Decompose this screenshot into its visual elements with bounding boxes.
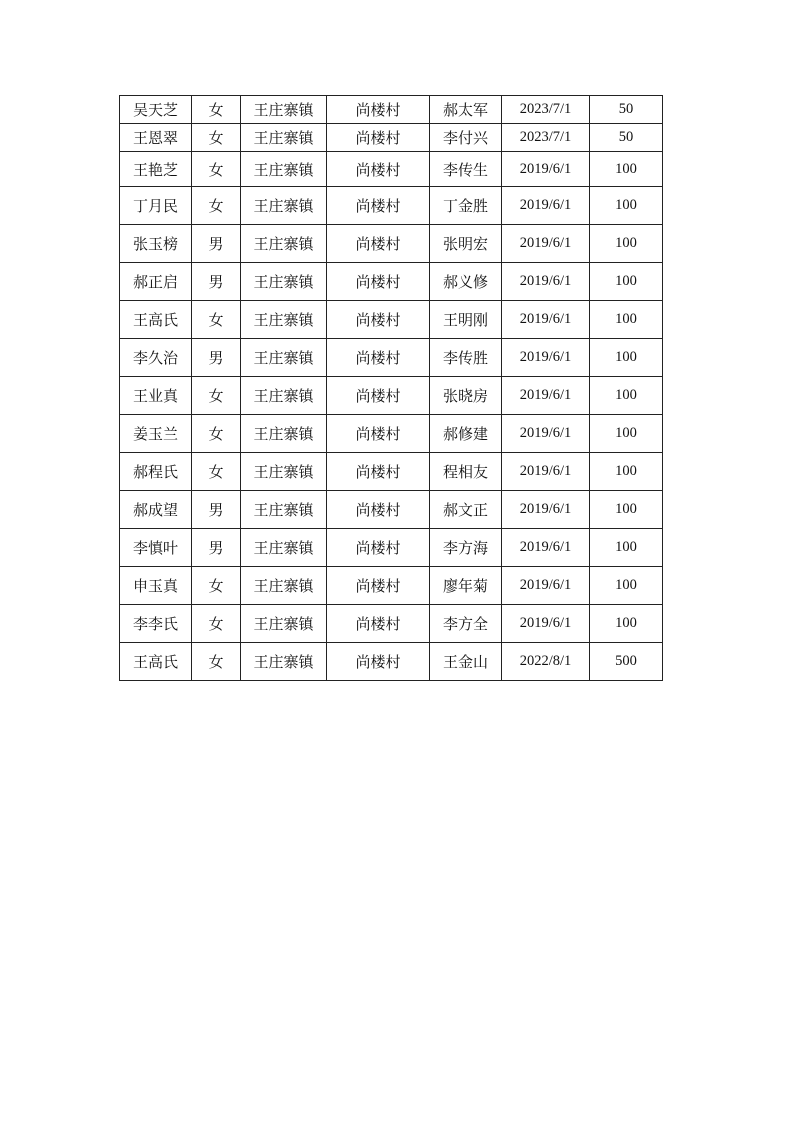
relative-cell: 郝文正 <box>430 491 502 529</box>
village-cell: 尚楼村 <box>327 377 430 415</box>
date-cell: 2019/6/1 <box>502 339 590 377</box>
date-cell: 2019/6/1 <box>502 225 590 263</box>
table-row <box>120 152 663 187</box>
town-cell: 王庄寨镇 <box>241 301 327 339</box>
village-cell: 尚楼村 <box>327 225 430 263</box>
gender-cell: 女 <box>192 187 241 225</box>
town-cell: 王庄寨镇 <box>241 377 327 415</box>
date-cell: 2019/6/1 <box>502 491 590 529</box>
town-cell: 王庄寨镇 <box>241 529 327 567</box>
gender-cell: 女 <box>192 96 241 124</box>
name-cell: 王高氏 <box>120 301 192 339</box>
town-cell: 王庄寨镇 <box>241 567 327 605</box>
name-cell: 吴天芝 <box>120 96 192 124</box>
village-cell: 尚楼村 <box>327 301 430 339</box>
amount-cell: 500 <box>590 643 663 681</box>
relative-cell: 程相友 <box>430 453 502 491</box>
name-cell: 李久治 <box>120 339 192 377</box>
relative-cell: 李方全 <box>430 605 502 643</box>
amount-cell: 100 <box>590 491 663 529</box>
table-row <box>120 301 663 339</box>
amount-cell: 100 <box>590 605 663 643</box>
name-cell: 郝成望 <box>120 491 192 529</box>
town-cell: 王庄寨镇 <box>241 453 327 491</box>
name-cell: 李慎叶 <box>120 529 192 567</box>
gender-cell: 女 <box>192 377 241 415</box>
town-cell: 王庄寨镇 <box>241 96 327 124</box>
town-cell: 王庄寨镇 <box>241 605 327 643</box>
village-cell: 尚楼村 <box>327 152 430 187</box>
name-cell: 张玉榜 <box>120 225 192 263</box>
gender-cell: 男 <box>192 263 241 301</box>
date-cell: 2023/7/1 <box>502 96 590 124</box>
village-cell: 尚楼村 <box>327 263 430 301</box>
table-row <box>120 643 663 681</box>
amount-cell: 100 <box>590 225 663 263</box>
name-cell: 姜玉兰 <box>120 415 192 453</box>
relative-cell: 王明刚 <box>430 301 502 339</box>
gender-cell: 女 <box>192 453 241 491</box>
amount-cell: 100 <box>590 263 663 301</box>
amount-cell: 100 <box>590 453 663 491</box>
name-cell: 郝程氏 <box>120 453 192 491</box>
table-row <box>120 187 663 225</box>
village-cell: 尚楼村 <box>327 339 430 377</box>
date-cell: 2019/6/1 <box>502 152 590 187</box>
relative-cell: 郝义修 <box>430 263 502 301</box>
roster-table-body <box>120 96 663 681</box>
town-cell: 王庄寨镇 <box>241 225 327 263</box>
name-cell: 王高氏 <box>120 643 192 681</box>
village-cell: 尚楼村 <box>327 415 430 453</box>
date-cell: 2019/6/1 <box>502 453 590 491</box>
gender-cell: 男 <box>192 225 241 263</box>
name-cell: 丁月民 <box>120 187 192 225</box>
village-cell: 尚楼村 <box>327 643 430 681</box>
relative-cell: 李付兴 <box>430 124 502 152</box>
date-cell: 2019/6/1 <box>502 567 590 605</box>
town-cell: 王庄寨镇 <box>241 415 327 453</box>
village-cell: 尚楼村 <box>327 491 430 529</box>
date-cell: 2019/6/1 <box>502 529 590 567</box>
name-cell: 申玉真 <box>120 567 192 605</box>
roster-table <box>119 95 663 681</box>
town-cell: 王庄寨镇 <box>241 124 327 152</box>
table-row <box>120 453 663 491</box>
town-cell: 王庄寨镇 <box>241 152 327 187</box>
town-cell: 王庄寨镇 <box>241 187 327 225</box>
town-cell: 王庄寨镇 <box>241 491 327 529</box>
relative-cell: 丁金胜 <box>430 187 502 225</box>
village-cell: 尚楼村 <box>327 567 430 605</box>
amount-cell: 100 <box>590 377 663 415</box>
amount-cell: 100 <box>590 301 663 339</box>
gender-cell: 女 <box>192 643 241 681</box>
relative-cell: 李传生 <box>430 152 502 187</box>
gender-cell: 男 <box>192 529 241 567</box>
date-cell: 2023/7/1 <box>502 124 590 152</box>
name-cell: 王恩翠 <box>120 124 192 152</box>
town-cell: 王庄寨镇 <box>241 339 327 377</box>
name-cell: 王艳芝 <box>120 152 192 187</box>
village-cell: 尚楼村 <box>327 453 430 491</box>
gender-cell: 女 <box>192 152 241 187</box>
village-cell: 尚楼村 <box>327 187 430 225</box>
amount-cell: 50 <box>590 124 663 152</box>
amount-cell: 50 <box>590 96 663 124</box>
gender-cell: 女 <box>192 124 241 152</box>
relative-cell: 李传胜 <box>430 339 502 377</box>
relative-cell: 李方海 <box>430 529 502 567</box>
gender-cell: 男 <box>192 339 241 377</box>
amount-cell: 100 <box>590 152 663 187</box>
table-row <box>120 415 663 453</box>
date-cell: 2019/6/1 <box>502 263 590 301</box>
name-cell: 王业真 <box>120 377 192 415</box>
amount-cell: 100 <box>590 187 663 225</box>
village-cell: 尚楼村 <box>327 605 430 643</box>
amount-cell: 100 <box>590 529 663 567</box>
table-row <box>120 263 663 301</box>
date-cell: 2022/8/1 <box>502 643 590 681</box>
gender-cell: 女 <box>192 415 241 453</box>
relative-cell: 郝修建 <box>430 415 502 453</box>
table-row <box>120 491 663 529</box>
relative-cell: 张明宏 <box>430 225 502 263</box>
date-cell: 2019/6/1 <box>502 187 590 225</box>
relative-cell: 张晓房 <box>430 377 502 415</box>
town-cell: 王庄寨镇 <box>241 643 327 681</box>
gender-cell: 女 <box>192 567 241 605</box>
relative-cell: 王金山 <box>430 643 502 681</box>
date-cell: 2019/6/1 <box>502 301 590 339</box>
table-row <box>120 567 663 605</box>
table-row <box>120 377 663 415</box>
village-cell: 尚楼村 <box>327 124 430 152</box>
gender-cell: 男 <box>192 491 241 529</box>
table-row <box>120 339 663 377</box>
date-cell: 2019/6/1 <box>502 605 590 643</box>
table-row <box>120 225 663 263</box>
amount-cell: 100 <box>590 339 663 377</box>
table-row <box>120 124 663 152</box>
date-cell: 2019/6/1 <box>502 415 590 453</box>
date-cell: 2019/6/1 <box>502 377 590 415</box>
village-cell: 尚楼村 <box>327 96 430 124</box>
town-cell: 王庄寨镇 <box>241 263 327 301</box>
table-row <box>120 96 663 124</box>
gender-cell: 女 <box>192 301 241 339</box>
amount-cell: 100 <box>590 415 663 453</box>
gender-cell: 女 <box>192 605 241 643</box>
village-cell: 尚楼村 <box>327 529 430 567</box>
table-row <box>120 605 663 643</box>
relative-cell: 廖年菊 <box>430 567 502 605</box>
table-row <box>120 529 663 567</box>
relative-cell: 郝太军 <box>430 96 502 124</box>
name-cell: 郝正启 <box>120 263 192 301</box>
name-cell: 李李氏 <box>120 605 192 643</box>
amount-cell: 100 <box>590 567 663 605</box>
